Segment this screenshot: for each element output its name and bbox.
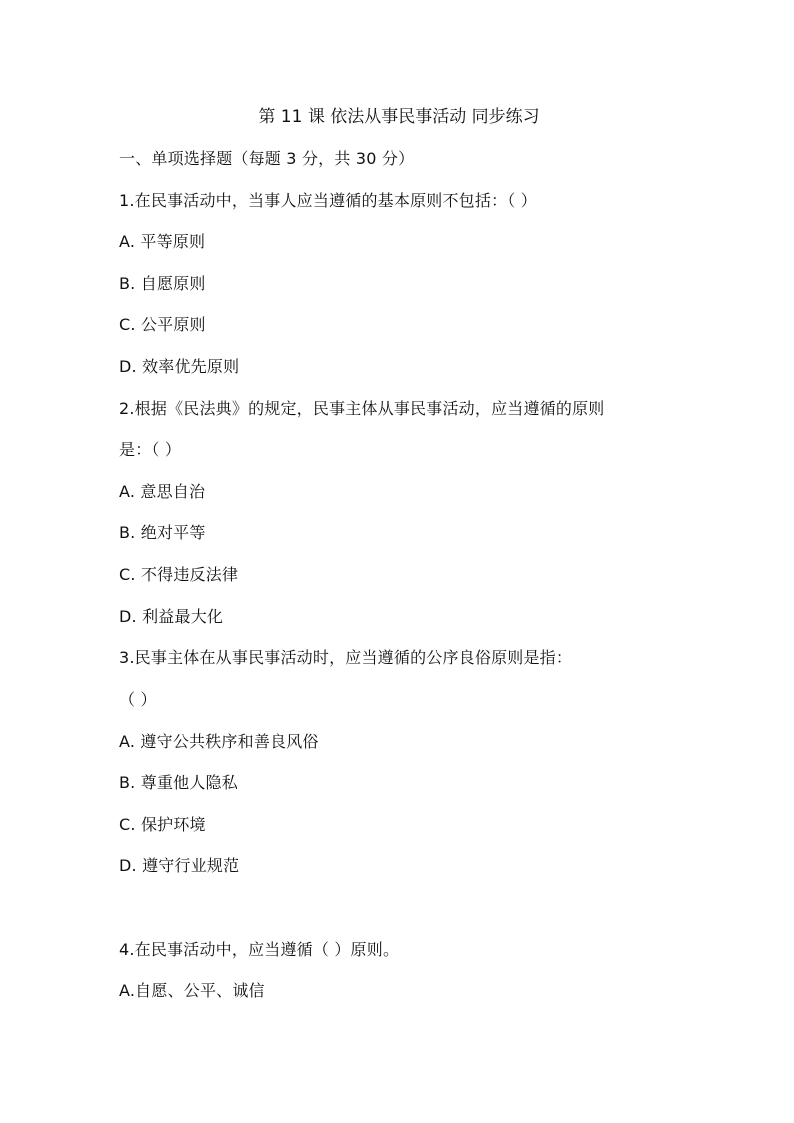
question-2-option-a: A. 意思自治: [119, 482, 206, 501]
question-3-option-b: B. 尊重他人隐私: [119, 773, 238, 792]
question-1-option-c: C. 公平原则: [119, 315, 206, 334]
question-1-stem: 1.在民事活动中，当事人应当遵循的基本原则不包括：（ ）: [119, 191, 537, 210]
question-2-option-d: D. 利益最大化: [119, 607, 224, 626]
question-2-option-c: C. 不得违反法律: [119, 565, 239, 584]
section-heading: 一、单项选择题（每题 3 分，共 30 分）: [119, 149, 415, 168]
question-3-stem-line-1: 3.民事主体在从事民事活动时，应当遵循的公序良俗原则是指：: [119, 648, 573, 667]
question-1-option-d: D. 效率优先原则: [119, 357, 240, 376]
question-3-option-c: C. 保护环境: [119, 815, 206, 834]
question-3-option-d: D. 遵守行业规范: [119, 856, 240, 875]
question-4-option-a: A.自愿、公平、诚信: [119, 981, 265, 1000]
page-title: 第 11 课 依法从事民事活动 同步练习: [258, 107, 540, 127]
question-1-option-a: A. 平等原则: [119, 232, 206, 251]
question-2-stem-line-1: 2.根据《民法典》的规定，民事主体从事民事活动，应当遵循的原则: [119, 399, 605, 418]
question-2-stem-line-2: 是：（ ）: [119, 440, 182, 459]
question-4-stem: 4.在民事活动中，应当遵循（ ）原则。: [119, 940, 400, 959]
question-3-option-a: A. 遵守公共秩序和善良风俗: [119, 732, 319, 751]
question-2-option-b: B. 绝对平等: [119, 523, 206, 542]
question-3-stem-line-2: （ ）: [119, 690, 157, 709]
question-1-option-b: B. 自愿原则: [119, 274, 206, 293]
